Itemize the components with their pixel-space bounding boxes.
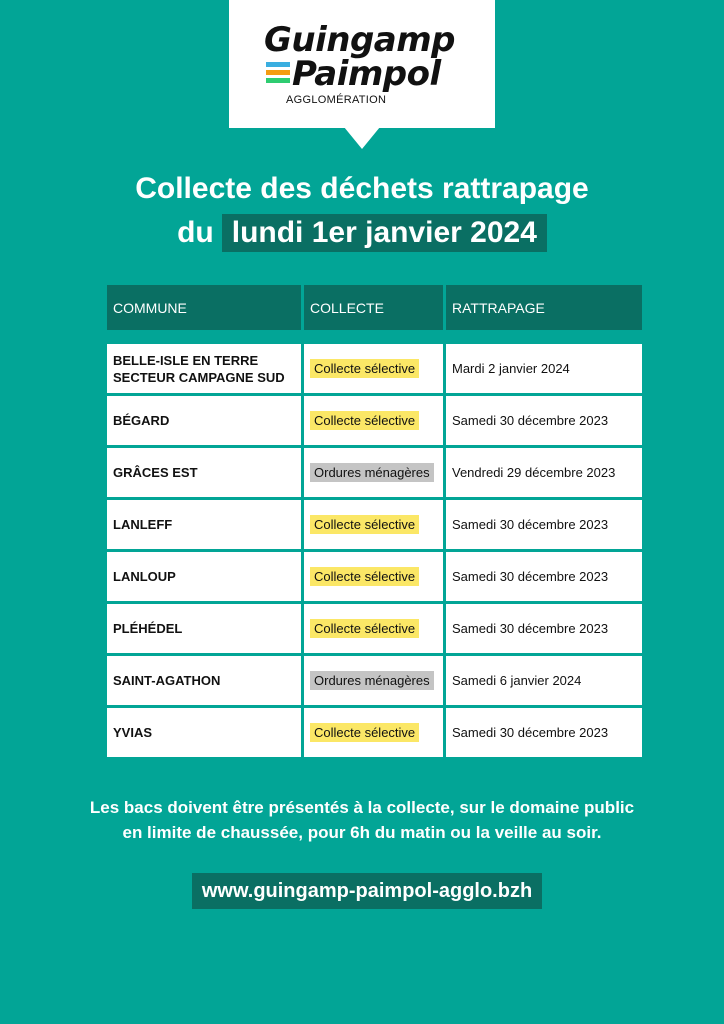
logo-text-guingamp: Guingamp	[264, 20, 456, 60]
collecte-cell	[304, 708, 446, 760]
table-row	[107, 552, 642, 604]
footer-instructions	[0, 795, 724, 845]
collecte-cell	[304, 500, 446, 552]
header-rattrapage: RATTRAPAGE	[446, 285, 642, 330]
footer-line-2: en limite de chaussée, pour 6h du matin ou la veille au soir.	[122, 823, 602, 842]
rattrapage-cell: Samedi 30 décembre 2023	[446, 396, 642, 448]
page-title: Collecte des déchets rattrapage	[135, 172, 589, 205]
commune-cell: LANLOUP	[107, 552, 304, 604]
rattrapage-cell: Samedi 30 décembre 2023	[446, 604, 642, 656]
header-commune: COMMUNE	[107, 285, 304, 330]
logo-pointer	[344, 127, 380, 149]
commune-cell: GRÂCES EST	[107, 448, 304, 500]
collecte-cell	[304, 604, 446, 656]
commune-cell: YVIAS	[107, 708, 304, 760]
collecte-cell	[304, 448, 446, 500]
title-prefix: du	[177, 216, 214, 249]
collecte-cell	[304, 552, 446, 604]
commune-cell: SAINT-AGATHON	[107, 656, 304, 708]
rattrapage-cell: Samedi 30 décembre 2023	[446, 708, 642, 760]
table-row	[107, 396, 642, 448]
rattrapage-cell: Vendredi 29 décembre 2023	[446, 448, 642, 500]
collecte-tag: Collecte sélective	[310, 619, 419, 638]
collecte-cell	[304, 344, 446, 396]
collecte-tag: Ordures ménagères	[310, 463, 434, 482]
table-row	[107, 656, 642, 708]
date-highlight: lundi 1er janvier 2024	[222, 214, 547, 252]
commune-cell: LANLEFF	[107, 500, 304, 552]
logo-text-paimpol: Paimpol	[292, 54, 441, 94]
commune-cell: PLÉHÉDEL	[107, 604, 304, 656]
collecte-cell	[304, 396, 446, 448]
collecte-tag: Collecte sélective	[310, 411, 419, 430]
rattrapage-cell: Mardi 2 janvier 2024	[446, 344, 642, 396]
collecte-tag: Collecte sélective	[310, 515, 419, 534]
header-collecte: COLLECTE	[304, 285, 446, 330]
table-header-row	[107, 285, 642, 330]
collecte-cell	[304, 656, 446, 708]
page-subtitle	[0, 214, 724, 252]
rattrapage-cell: Samedi 30 décembre 2023	[446, 552, 642, 604]
collecte-tag: Ordures ménagères	[310, 671, 434, 690]
rattrapage-cell: Samedi 30 décembre 2023	[446, 500, 642, 552]
table-row	[107, 604, 642, 656]
footer-line-1: Les bacs doivent être présentés à la collecte, sur le domaine public	[89, 798, 635, 817]
table-row	[107, 344, 642, 396]
table-row	[107, 708, 642, 760]
table-row	[107, 500, 642, 552]
table-row	[107, 448, 642, 500]
collecte-tag: Collecte sélective	[310, 359, 419, 378]
rattrapage-cell: Samedi 6 janvier 2024	[446, 656, 642, 708]
logo-stripes-icon	[266, 62, 290, 86]
collection-table	[107, 285, 642, 760]
logo-subtitle: AGGLOMÉRATION	[286, 94, 387, 106]
commune-cell: BÉGARD	[107, 396, 304, 448]
collecte-tag: Collecte sélective	[310, 723, 419, 742]
website-link[interactable]: www.guingamp-paimpol-agglo.bzh	[192, 873, 542, 909]
commune-cell: BELLE-ISLE EN TERRE SECTEUR CAMPAGNE SUD	[107, 344, 304, 396]
collecte-tag: Collecte sélective	[310, 567, 419, 586]
